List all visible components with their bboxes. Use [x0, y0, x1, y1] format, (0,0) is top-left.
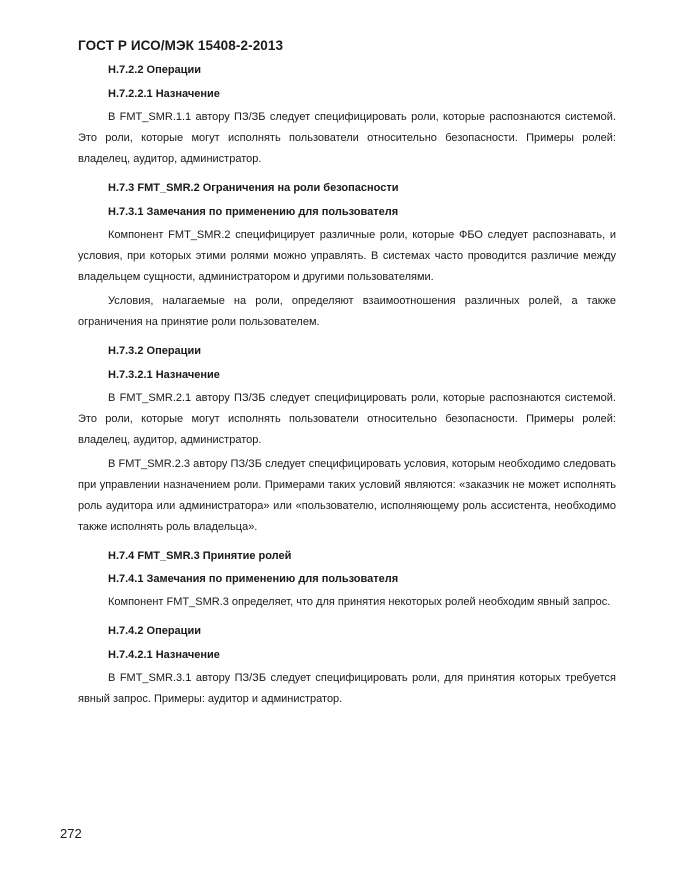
paragraph: Компонент FMT_SMR.3 определяет, что для принятия некоторых ролей необходим явный запрос.	[108, 596, 611, 608]
section-heading: H.7.3 FMT_SMR.2 Ограничения на роли безопасности	[108, 182, 399, 194]
section-heading: H.7.2.2 Операции	[108, 64, 201, 76]
paragraph: В FMT_SMR.2.1 автору ПЗ/ЗБ следует специфицировать роли, которые распознаются системой. Это роли, которые могут исполнять пользователи относительно безопасности. Примеры ролей: владелец, аудитор, администратор.	[78, 392, 616, 446]
paragraph: Условия, налагаемые на роли, определяют взаимоотношения различных ролей, а также ограничения на принятие роли пользователем.	[78, 295, 616, 328]
page-number: 272	[60, 826, 82, 841]
document-body	[78, 60, 616, 710]
section-heading: H.7.4.2 Операции	[108, 625, 201, 637]
paragraph: В FMT_SMR.1.1 автору ПЗ/ЗБ следует специфицировать роли, которые распознаются системой. Это роли, которые могут исполнять пользователи относительно безопасности. Примеры ролей: владелец, аудитор, администратор.	[78, 111, 616, 165]
standard-header: ГОСТ Р ИСО/МЭК 15408-2-2013	[78, 38, 284, 53]
paragraph: В FMT_SMR.3.1 автору ПЗ/ЗБ следует специфицировать роли, для принятия которых требуется явный запрос. Примеры: аудитор и администратор.	[78, 672, 616, 705]
section-heading: H.7.3.2.1 Назначение	[108, 369, 220, 381]
section-heading: H.7.4.1 Замечания по применению для пользователя	[108, 573, 399, 585]
paragraph: В FMT_SMR.2.3 автору ПЗ/ЗБ следует специфицировать условия, которым необходимо следовать при управлении назначением роли. Примерами таких условий являются: «заказчик не может исполнять роль аудитора или администратора» или «пользователю, исполняющему роль ассистента, необходимо также исполнять роль владельца».	[78, 458, 616, 533]
section-heading: H.7.4.2.1 Назначение	[108, 649, 220, 661]
section-heading: H.7.4 FMT_SMR.3 Принятие ролей	[108, 550, 292, 562]
section-heading: H.7.2.2.1 Назначение	[108, 88, 220, 100]
section-heading: H.7.3.1 Замечания по применению для пользователя	[108, 206, 399, 218]
paragraph: Компонент FMT_SMR.2 специфицирует различные роли, которые ФБО следует распознавать, и условия, при которых этими ролями можно управлять. В системах часто проводится различие между владельцем сущности, администратором и другими пользователями.	[78, 229, 616, 283]
section-heading: H.7.3.2 Операции	[108, 345, 201, 357]
